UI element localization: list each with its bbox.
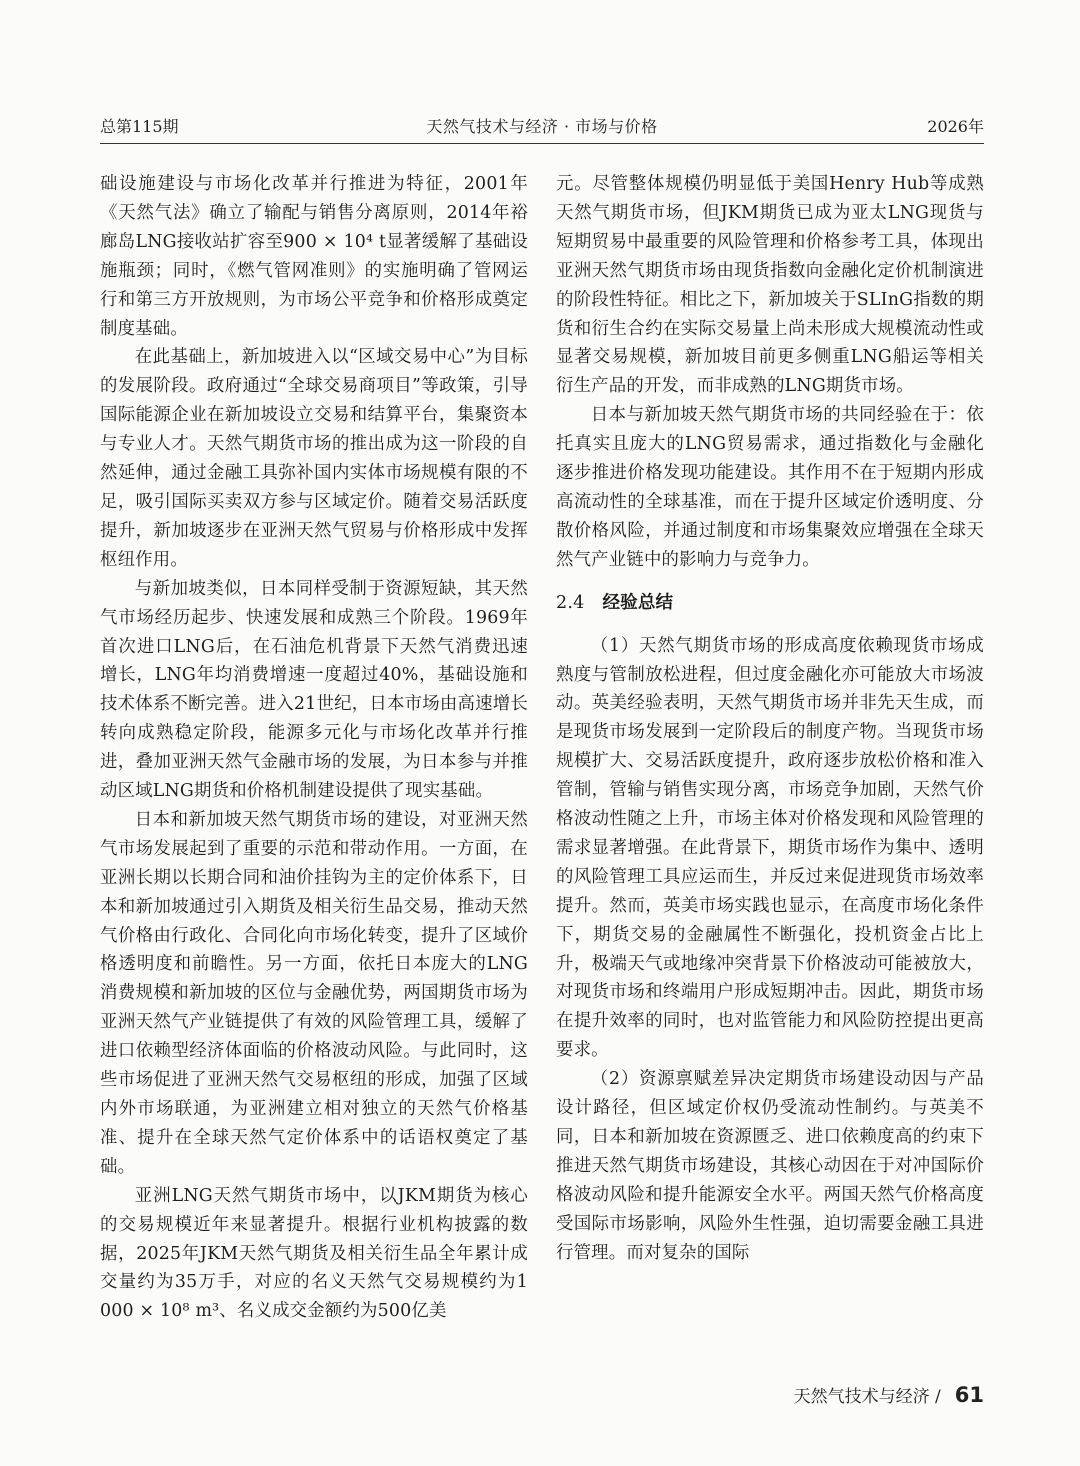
- paragraph: 在此基础上，新加坡进入以“区域交易中心”为目标的发展阶段。政府通过“全球交易商项目”等政策，引导国际能源企业在新加坡设立交易和结算平台，集聚资本与专业人才。天然气期货市场的推出成为这一阶段的自然延伸，通过金融工具弥补国内实体市场规模有限的不足，吸引国际买卖双方参与区域定价。随着交易活跃度提升，新加坡逐步在亚洲天然气贸易与价格形成中发挥枢纽作用。: [100, 347, 528, 570]
- running-header: [100, 114, 984, 138]
- paragraph: 元。尽管整体规模仍明显低于美国Henry Hub等成熟天然气期货市场，但JKM期货已成为亚太LNG现货与短期贸易中最重要的风险管理和价格参考工具，体现出亚洲天然气期货市场由现货指数向金融化定价机制演进的阶段性特征。相比之下，新加坡关于SLInG指数的期货和衍生合约在实际交易量上尚未形成大规模流动性或显著交易规模，新加坡目前更多侧重LNG船运等相关衍生产品的开发，而非成熟的LNG期货市场。: [556, 174, 984, 397]
- section-heading: [556, 589, 984, 618]
- paragraph: 日本和新加坡天然气期货市场的建设，对亚洲天然气市场发展起到了重要的示范和带动作用。一方面，在亚洲长期以长期合同和油价挂钩为主的定价体系下，日本和新加坡通过引入期货及相关衍生品交易，推动天然气价格由行政化、合同化向市场化转变，提升了区域价格透明度和前瞻性。另一方面，依托日本庞大的LNG消费规模和新加坡的区位与金融优势，两国期货市场为亚洲天然气产业链提供了有效的风险管理工具，缓解了进口依赖型经济体面临的价格波动风险。与此同时，这些市场促进了亚洲天然气交易枢纽的形成，加强了区域内外市场联通，为亚洲建立相对独立的天然气价格基准、提升在全球天然气定价体系中的话语权奠定了基础。: [100, 809, 528, 1177]
- paragraph: （2）资源禀赋差异决定期货市场建设动因与产品设计路径，但区域定价权仍受流动性制约。与英美不同，日本和新加坡在资源匮乏、进口依赖度高的约束下推进天然气期货市场建设，其核心动因在于对冲国际价格波动风险和提升能源安全水平。两国天然气价格高度受国际市场影响，风险外生性强，迫切需要金融工具进行管理。而对复杂的国际: [556, 1069, 984, 1263]
- section-number: 2.4: [556, 592, 585, 613]
- section-title: 经验总结: [602, 592, 674, 613]
- paragraph: （1）天然气期货市场的形成高度依赖现货市场成熟度与管制放松进程，但过度金融化亦可能放大市场波动。英美经验表明，天然气期货市场并非先天生成，而是现货市场发展到一定阶段后的制度产物。当现货市场规模扩大、交易活跃度提升，政府逐步放松价格和准入管制，管输与销售实现分离，市场竞争加剧，天然气价格波动性随之上升，市场主体对价格发现和风险管理的需求显著增强。在此背景下，期货市场作为集中、透明的风险管理工具应运而生，并反过来促进现货市场效率提升。然而，英美市场实践也显示，在高度市场化条件下，期货交易的金融属性不断强化，投机资金占比上升，极端天气或地缘冲突背景下价格波动可能被放大，对现货市场和终端用户形成短期冲击。因此，期货市场在提升效率的同时，也对监管能力和风险防控提出更高要求。: [556, 635, 984, 1061]
- header-rule: [100, 143, 984, 144]
- journal-section-title: 天然气技术与经济 · 市场与价格: [426, 117, 658, 136]
- paragraph: 与新加坡类似，日本同样受制于资源短缺，其天然气市场经历起步、快速发展和成熟三个阶段。1969年首次进口LNG后，在石油危机背景下天然气消费迅速增长，LNG年均消费增速一度超过40%，基础设施和技术体系不断完善。进入21世纪，日本市场由高速增长转向成熟稳定阶段，能源多元化与市场化改革并行推进，叠加亚洲天然气金融市场的发展，为日本参与并推动区域LNG期货和价格机制建设提供了现实基础。: [100, 578, 528, 802]
- issue-number: 总第115期: [100, 117, 179, 136]
- page-footer: [794, 1382, 984, 1407]
- paragraph: 础设施建设与市场化改革并行推进为特征，2001年《天然气法》确立了输配与销售分离原则，2014年裕廊岛LNG接收站扩容至900 × 10⁴ t显著缓解了基础设施瓶颈；同时，《燃气管网准则》的实施明确了管网运行和第三方开放规则，为市场公平竞争和价格形成奠定制度基础。: [100, 174, 528, 339]
- right-column: [556, 170, 984, 1268]
- page-number: 61: [954, 1383, 984, 1407]
- footer-journal-name: 天然气技术与经济 /: [793, 1387, 941, 1407]
- paragraph: 日本与新加坡天然气期货市场的共同经验在于：依托真实且庞大的LNG贸易需求，通过指数化与金融化逐步推进价格发现功能建设。其作用不在于短期内形成高流动性的全球基准，而在于提升区域定价透明度、分散价格风险，并通过制度和市场集聚效应增强在全球天然气产业链中的影响力与竞争力。: [556, 405, 984, 570]
- left-column: [100, 170, 528, 1326]
- paragraph: 亚洲LNG天然气期货市场中，以JKM期货为核心的交易规模近年来显著提升。根据行业机构披露的数据，2025年JKM天然气期货及相关衍生品全年累计成交量约为35万手，对应的名义天然气交易规模约为1 000 × 10⁸ m³、名义成交金额约为500亿美: [100, 1185, 528, 1322]
- publication-year: 2026年: [927, 117, 984, 136]
